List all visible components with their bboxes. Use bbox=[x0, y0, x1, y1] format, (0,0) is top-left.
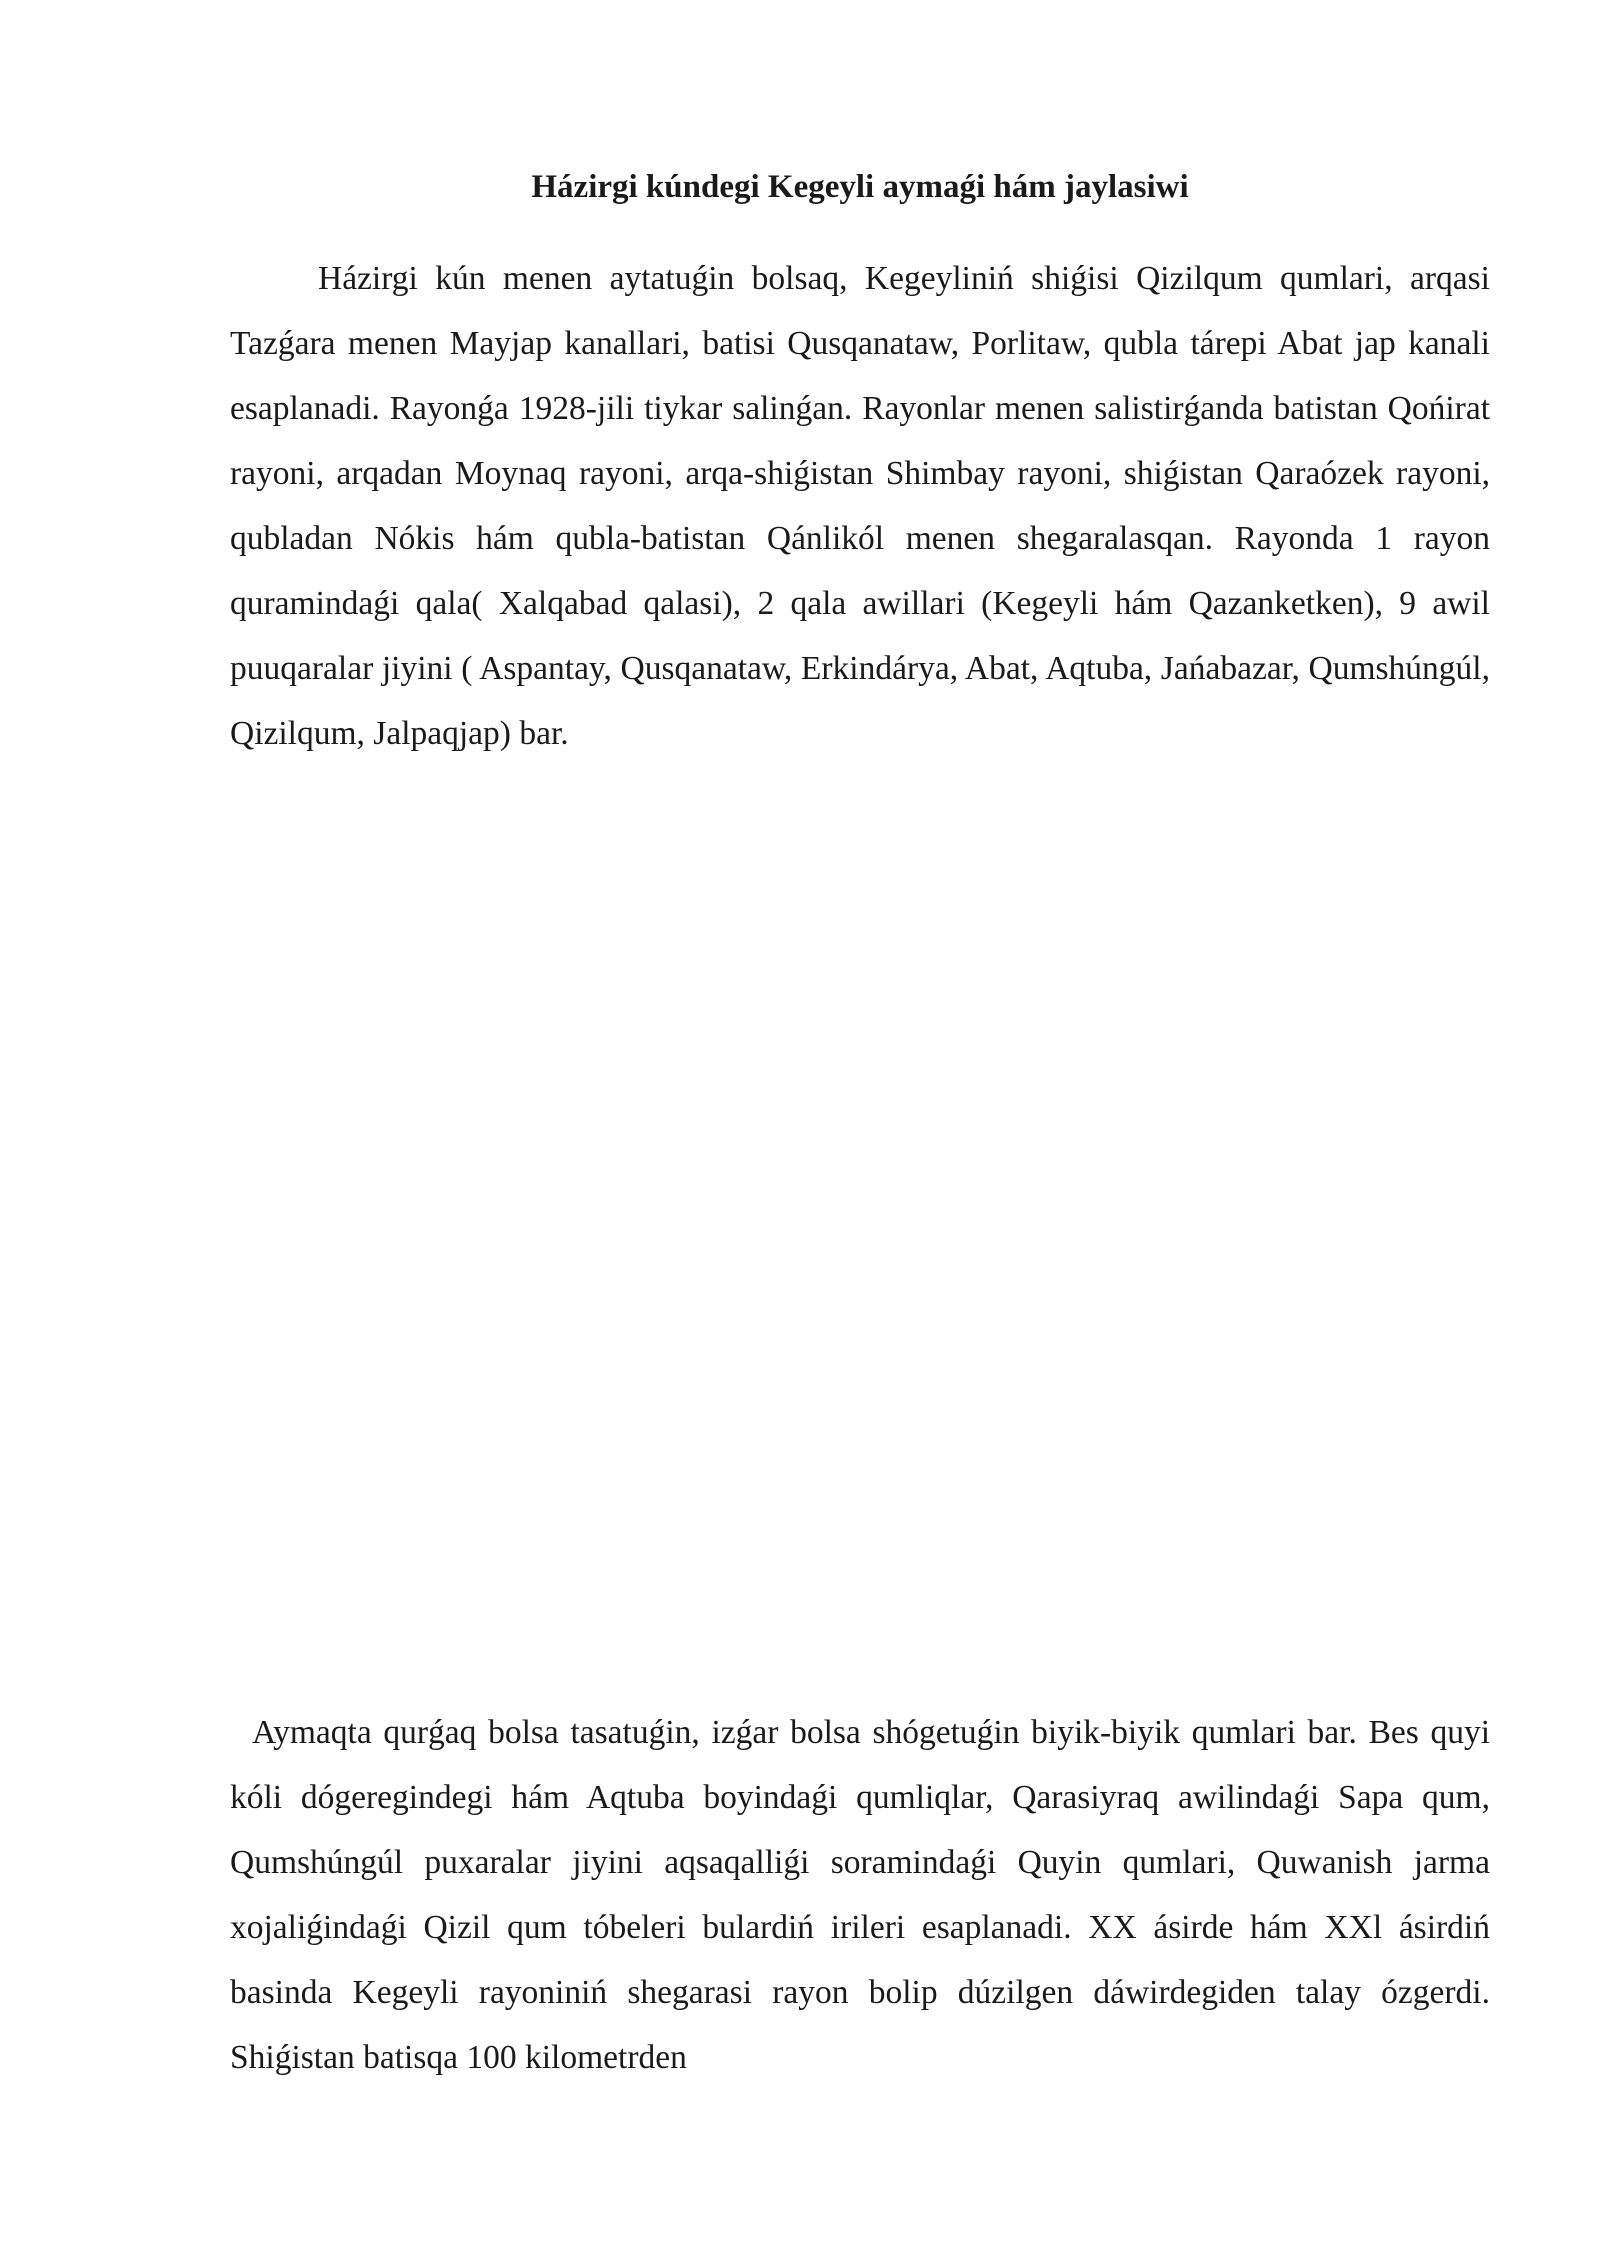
document-title: Házirgi kúndegi Kegeyli aymaǵi hám jaylasiwi bbox=[531, 169, 1189, 205]
paragraph-1: Házirgi kún menen aytatuǵin bolsaq, Kegeyliniń shiǵisi Qizilqum qumlari, arqasi Tazǵara menen Mayjap kanallari, batisi Qusqanataw, Porlitaw, qubla tárepi Abat jap kanali esaplanadi. Rayonǵa 1928-jili tiykar salinǵan. Rayonlar menen salistirǵanda batistan Qońirat rayoni, arqadan Moynaq rayoni, arqa-shiǵistan Shimbay rayoni, shiǵistan Qaraózek rayoni, qubladan Nókis hám qubla-batistan Qánlikól menen shegaralasqan. Rayonda 1 rayon quramindaǵi qala( Xalqabad qalasi), 2 qala awillari (Kegeyli hám Qazanketken), 9 awil puuqaralar jiyini ( Aspantay, Qusqanataw, Erkindárya, Abat, Aqtuba, Jańabazar, Qumshúngúl, Qizilqum, Jalpaqjap) bar. bbox=[230, 260, 1490, 752]
paragraph-2: Aymaqta qurǵaq bolsa tasatuǵin, izǵar bolsa shógetuǵin biyik-biyik qumlari bar. Bes quyi kóli dógeregindegi hám Aqtuba boyindaǵi qumliqlar, Qarasiyraq awilindaǵi Sapa qum, Qumshúngúl puxaralar jiyini aqsaqalliǵi soramindaǵi Quyin qumlari, Quwanish jarma xojaliǵindaǵi Qizil qum tóbeleri bulardiń irileri esaplanadi. XX ásirde hám XXl ásirdiń basinda Kegeyli rayoniniń shegarasi rayon bolip dúzilgen dáwirdegiden talay ózgerdi. Shiǵistan batisqa 100 kilometrden bbox=[230, 1714, 1490, 2076]
